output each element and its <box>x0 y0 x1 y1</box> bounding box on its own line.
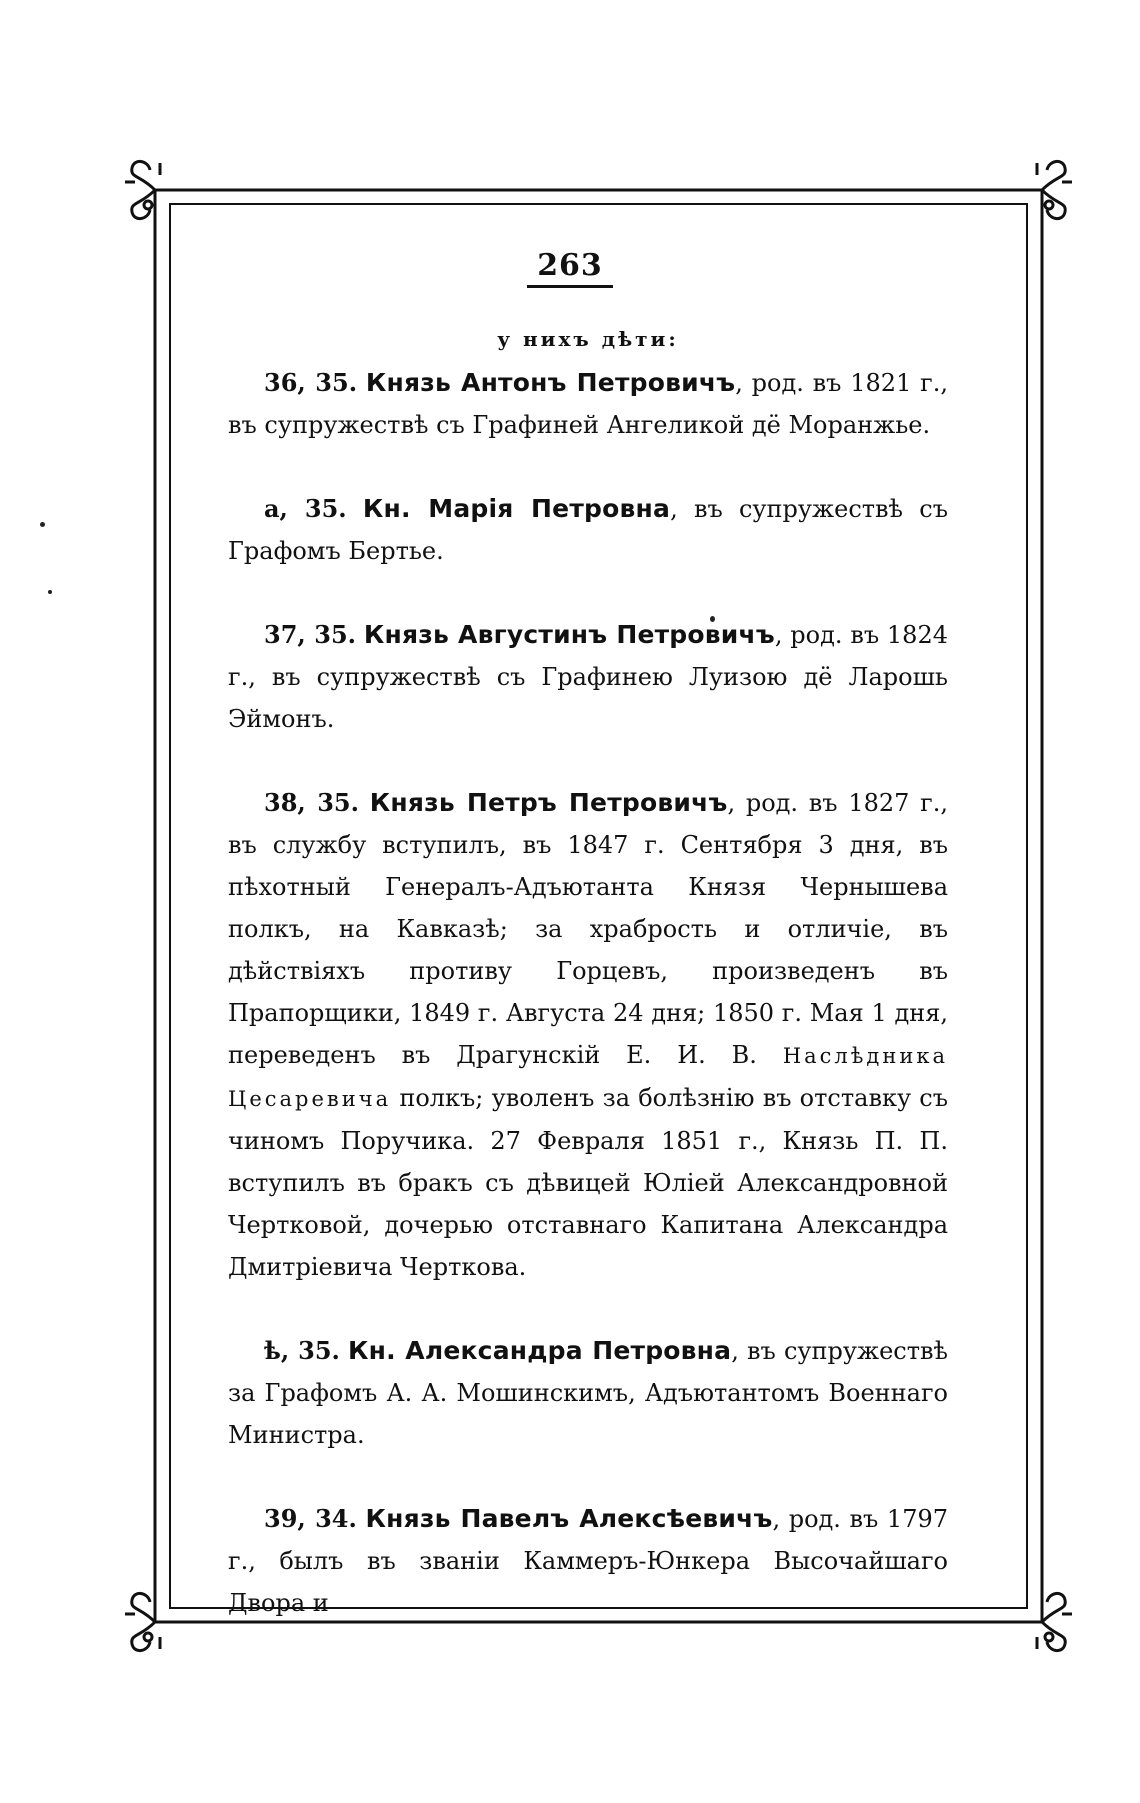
entry-paragraph <box>228 782 948 1288</box>
genealogy-entry <box>228 362 948 446</box>
entry-paragraph <box>228 1330 948 1456</box>
genealogy-entry <box>228 782 948 1288</box>
entry-name: Князь Петръ Петровичъ <box>369 788 728 817</box>
print-speck <box>40 522 45 527</box>
entry-paragraph <box>228 614 948 740</box>
entry-number: а, 35. <box>264 494 347 523</box>
entry-text: , въ супружествѣ за Графомъ А. А. Мошинскимъ, Адъютантомъ Военнаго Министра. <box>228 1337 948 1449</box>
entry-name: Кн. Марія Петровна <box>362 494 671 523</box>
entry-number: 38, 35. <box>264 788 359 817</box>
entry-text: , род. въ 1827 г., въ службу вступилъ, въ 1847 г. Сентября 3 дня, въ пѣхотный Генералъ-Адъютанта Князя Чернышева полкъ, на Кавказѣ; за храбрость и отличіе, въ дѣйствіяхъ противу Горцевъ, произведенъ въ Прапорщики, 1849 г. Августа 24 дня; 1850 г. Мая 1 дня, переведенъ въ Драгунскій Е. И. В. <box>228 789 948 1069</box>
entry-number: 39, 34. <box>264 1504 357 1533</box>
genealogy-entry <box>228 1498 948 1624</box>
section-subtitle: у нихъ дѣти: <box>497 327 679 351</box>
entry-spaced-text: Наслѣдника Цесаревича <box>228 1044 948 1111</box>
genealogy-entry <box>228 614 948 740</box>
entry-text: полкъ; уволенъ за болѣзнію въ отставку съ чиномъ Поручика. 27 Февраля 1851 г., Князь П. П. вступилъ въ бракъ съ дѣвицей Юліей Александровной Чертковой, дочерью отставнаго Капитана Александра Дмитріевича Черткова. <box>228 1084 948 1281</box>
entry-name: Кн. Александра Петровна <box>348 1336 732 1365</box>
entry-number: 36, 35. <box>264 368 358 397</box>
entry-name: Князь Павелъ Алексѣевичъ <box>365 1504 773 1533</box>
print-speck <box>48 590 52 594</box>
entry-paragraph <box>228 488 948 572</box>
entry-text: , род. въ 1824 г., въ супружествѣ съ Графинею Луизою дё Ларошь Эймонъ. <box>228 621 948 733</box>
entry-text: , род. въ 1821 г., въ супружествѣ съ Графиней Ангеликой дё Моранжье. <box>228 369 948 439</box>
entry-text: , въ супружествѣ съ Графомъ Бертье. <box>228 495 948 565</box>
genealogy-entry <box>228 1330 948 1456</box>
entry-name: Князь Антонъ Петровичъ <box>365 368 736 397</box>
entry-number: 37, 35. <box>264 620 357 649</box>
entry-paragraph <box>228 362 948 446</box>
genealogy-entry <box>228 488 948 572</box>
page-number: 263 <box>0 248 1140 288</box>
entry-name: Князь Августинъ Петровичъ <box>363 620 775 649</box>
entry-paragraph <box>228 1498 948 1624</box>
entry-text: , род. въ 1797 г., былъ въ званіи Каммеръ-Юнкера Высочайшаго Двора и <box>228 1505 949 1617</box>
entry-number: ѣ, 35. <box>264 1336 340 1365</box>
page-body <box>228 318 948 1666</box>
